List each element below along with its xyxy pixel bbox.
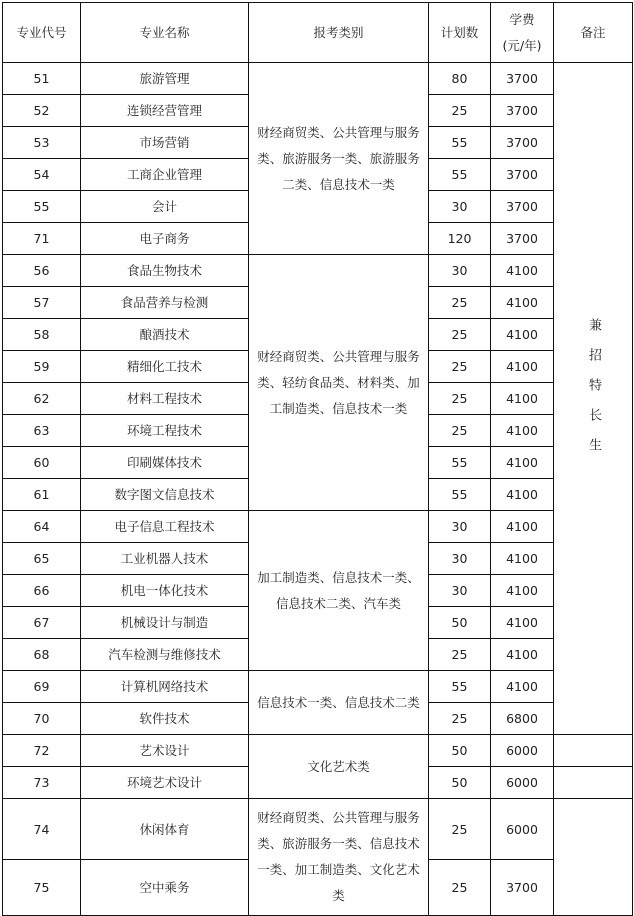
major-name: 汽车检测与维修技术: [81, 639, 249, 671]
plan-count: 30: [429, 511, 491, 543]
exam-category: 文化艺术类: [249, 735, 429, 799]
major-code: 51: [3, 63, 81, 95]
major-code: 75: [3, 860, 81, 916]
tuition-fee: 4100: [491, 319, 554, 351]
major-name: 酿酒技术: [81, 319, 249, 351]
major-code: 65: [3, 543, 81, 575]
tuition-fee: 4100: [491, 511, 554, 543]
tuition-fee: 3700: [491, 159, 554, 191]
plan-count: 25: [429, 799, 491, 860]
major-code: 73: [3, 767, 81, 799]
major-name: 计算机网络技术: [81, 671, 249, 703]
tuition-fee: 4100: [491, 607, 554, 639]
note-cell: [554, 767, 633, 799]
tuition-fee: 3700: [491, 63, 554, 95]
table-row: [3, 799, 633, 860]
major-code: 72: [3, 735, 81, 767]
major-name: 电子信息工程技术: [81, 511, 249, 543]
plan-count: 25: [429, 415, 491, 447]
major-code: 71: [3, 223, 81, 255]
major-name: 食品营养与检测: [81, 287, 249, 319]
tuition-fee: 4100: [491, 479, 554, 511]
major-name: 会计: [81, 191, 249, 223]
tuition-fee: 6000: [491, 767, 554, 799]
major-code: 67: [3, 607, 81, 639]
major-name: 旅游管理: [81, 63, 249, 95]
plan-count: 30: [429, 255, 491, 287]
major-code: 62: [3, 383, 81, 415]
major-code: 66: [3, 575, 81, 607]
major-code: 54: [3, 159, 81, 191]
major-code: 60: [3, 447, 81, 479]
major-name: 食品生物技术: [81, 255, 249, 287]
major-code: 69: [3, 671, 81, 703]
major-code: 61: [3, 479, 81, 511]
tuition-fee: 4100: [491, 575, 554, 607]
header-fee-line2: (元/年): [502, 37, 542, 53]
plan-count: 30: [429, 543, 491, 575]
header-name: 专业名称: [81, 3, 249, 63]
tuition-fee: 4100: [491, 351, 554, 383]
plan-count: 55: [429, 159, 491, 191]
major-name: 软件技术: [81, 703, 249, 735]
plan-count: 30: [429, 191, 491, 223]
tuition-fee: 4100: [491, 415, 554, 447]
major-name: 连锁经营管理: [81, 95, 249, 127]
plan-count: 55: [429, 447, 491, 479]
plan-count: 25: [429, 383, 491, 415]
major-code: 55: [3, 191, 81, 223]
major-name: 电子商务: [81, 223, 249, 255]
enrollment-table: [2, 2, 633, 916]
major-code: 74: [3, 799, 81, 860]
tuition-fee: 4100: [491, 447, 554, 479]
plan-count: 25: [429, 287, 491, 319]
header-category: 报考类别: [249, 3, 429, 63]
table-row: [3, 735, 633, 767]
major-code: 58: [3, 319, 81, 351]
major-code: 56: [3, 255, 81, 287]
major-name: 空中乘务: [81, 860, 249, 916]
tuition-fee: 4100: [491, 671, 554, 703]
tuition-fee: 4100: [491, 639, 554, 671]
exam-category: 财经商贸类、公共管理与服务类、轻纺食品类、材料类、加工制造类、信息技术一类: [249, 255, 429, 511]
plan-count: 25: [429, 860, 491, 916]
major-name: 艺术设计: [81, 735, 249, 767]
major-code: 52: [3, 95, 81, 127]
major-name: 机电一体化技术: [81, 575, 249, 607]
major-name: 精细化工技术: [81, 351, 249, 383]
exam-category: 财经商贸类、公共管理与服务类、旅游服务一类、旅游服务二类、信息技术一类: [249, 63, 429, 255]
major-name: 材料工程技术: [81, 383, 249, 415]
major-name: 环境工程技术: [81, 415, 249, 447]
header-plan: 计划数: [429, 3, 491, 63]
tuition-fee: 3700: [491, 127, 554, 159]
plan-count: 25: [429, 319, 491, 351]
major-code: 64: [3, 511, 81, 543]
tuition-fee: 3700: [491, 223, 554, 255]
plan-count: 30: [429, 575, 491, 607]
major-name: 印刷媒体技术: [81, 447, 249, 479]
note-text: 兼招特长生: [586, 318, 601, 468]
plan-count: 55: [429, 479, 491, 511]
major-code: 57: [3, 287, 81, 319]
plan-count: 50: [429, 767, 491, 799]
header-fee-line1: 学费: [509, 11, 535, 27]
major-code: 68: [3, 639, 81, 671]
major-code: 70: [3, 703, 81, 735]
major-name: 数字图文信息技术: [81, 479, 249, 511]
tuition-fee: 3700: [491, 860, 554, 916]
tuition-fee: 4100: [491, 543, 554, 575]
major-name: 机械设计与制造: [81, 607, 249, 639]
plan-count: 55: [429, 671, 491, 703]
exam-category: 财经商贸类、公共管理与服务类、旅游服务一类、信息技术一类、加工制造类、文化艺术类: [249, 799, 429, 916]
tuition-fee: 4100: [491, 255, 554, 287]
note-cell: [554, 799, 633, 916]
tuition-fee: 4100: [491, 287, 554, 319]
major-code: 53: [3, 127, 81, 159]
header-row: [3, 3, 633, 63]
tuition-fee: 4100: [491, 383, 554, 415]
table-row: [3, 63, 633, 95]
major-name: 工业机器人技术: [81, 543, 249, 575]
major-name: 环境艺术设计: [81, 767, 249, 799]
plan-count: 55: [429, 127, 491, 159]
plan-count: 80: [429, 63, 491, 95]
major-name: 市场营销: [81, 127, 249, 159]
tuition-fee: 3700: [491, 95, 554, 127]
header-code: 专业代号: [3, 3, 81, 63]
plan-count: 120: [429, 223, 491, 255]
major-name: 休闲体育: [81, 799, 249, 860]
note-cell: [554, 735, 633, 767]
plan-count: 50: [429, 735, 491, 767]
plan-count: 25: [429, 351, 491, 383]
tuition-fee: 6800: [491, 703, 554, 735]
plan-count: 25: [429, 703, 491, 735]
header-fee: [491, 3, 554, 63]
tuition-fee: 6000: [491, 735, 554, 767]
table-row: [3, 671, 633, 703]
table-row: [3, 255, 633, 287]
major-code: 59: [3, 351, 81, 383]
table-row: [3, 511, 633, 543]
tuition-fee: 3700: [491, 191, 554, 223]
major-code: 63: [3, 415, 81, 447]
plan-count: 25: [429, 95, 491, 127]
major-name: 工商企业管理: [81, 159, 249, 191]
plan-count: 25: [429, 639, 491, 671]
note-cell: [554, 63, 633, 735]
tuition-fee: 6000: [491, 799, 554, 860]
exam-category: 信息技术一类、信息技术二类: [249, 671, 429, 735]
header-note: 备注: [554, 3, 633, 63]
exam-category: 加工制造类、信息技术一类、信息技术二类、汽车类: [249, 511, 429, 671]
plan-count: 50: [429, 607, 491, 639]
